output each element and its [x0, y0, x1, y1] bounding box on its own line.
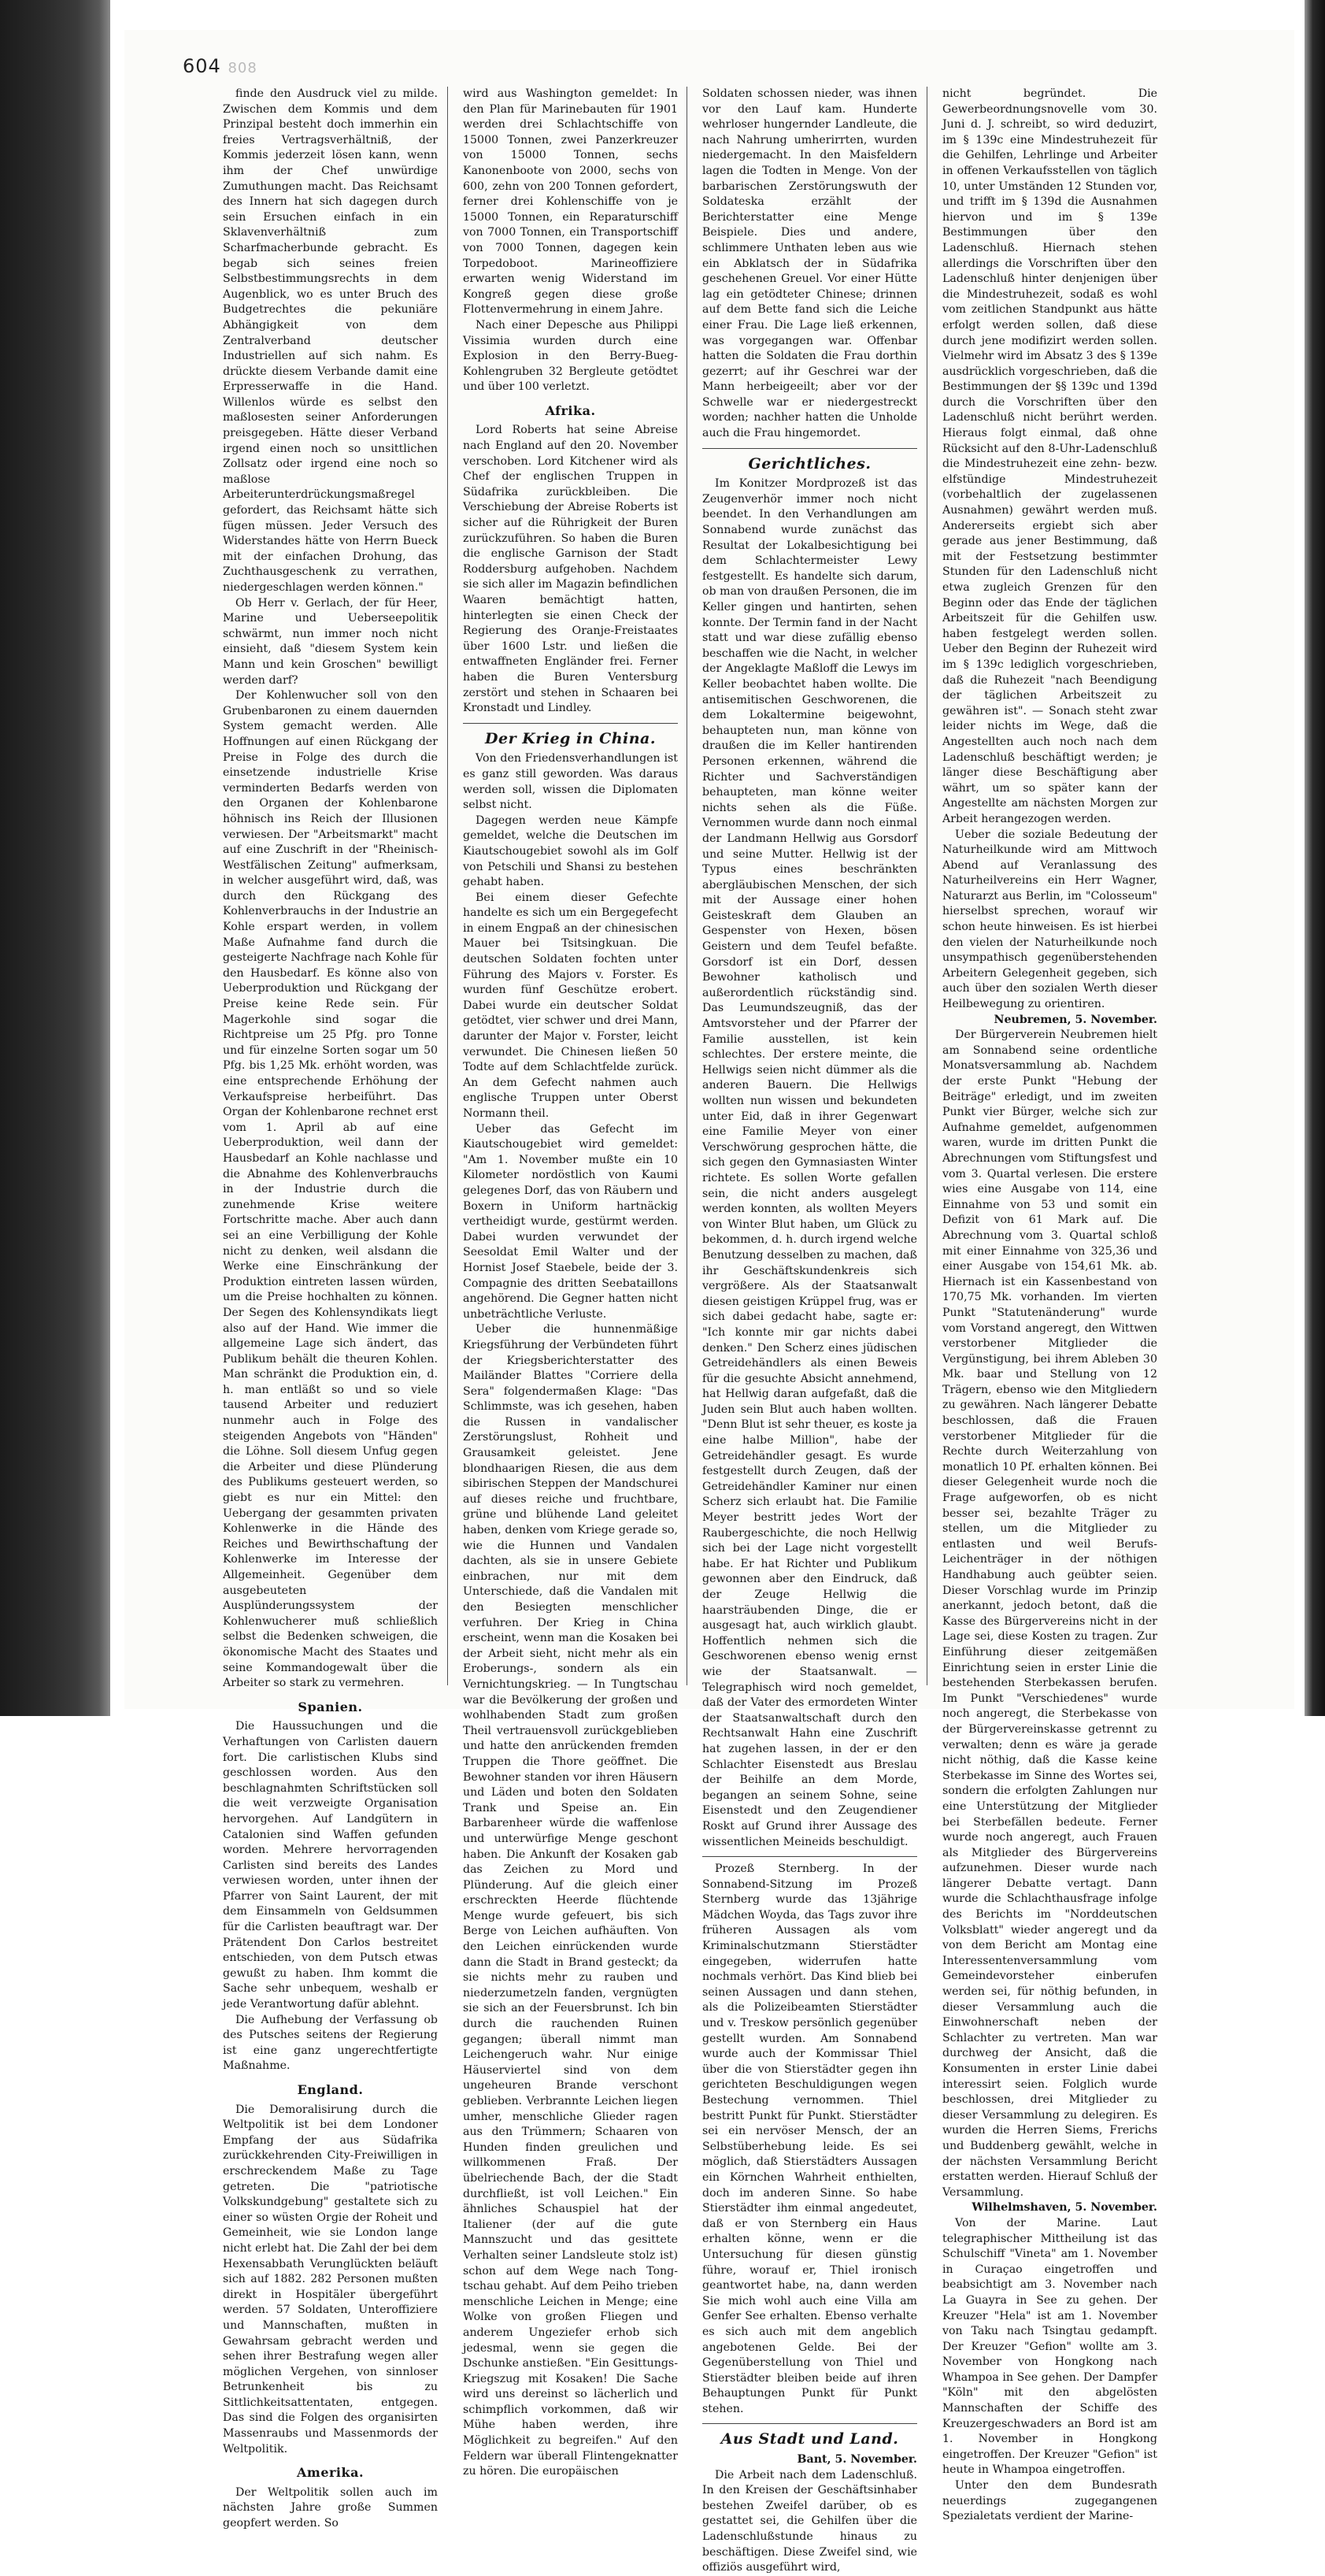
section-rule — [463, 723, 678, 724]
article-paragraph: Die Haussuchungen und die Verhaftungen von Carlisten dauern fort. Die carlistischen Klubs sind geschlossen worden. Aus den beschlagnahmten Schriftstücken soll die weit verzweigte Organisation hervorgehen. Auf Landgütern in Catalonien sind Waffen gefunden worden. Mehrere hervorragenden Carlisten sind bereits des Landes verwiesen worden, unter ihnen der Pfarrer von Saint Laurent, der mit dem Einsammeln von Geldsummen für die Carlisten beauftragt war. Der Prätendent Don Carlos bestreitet entschieden, von dem Putsch etwas gewußt zu haben. Ihm kommt die Sache sehr unbequem, weshalb er jede Verantwortung dafür ablehnt. — [223, 1720, 438, 2011]
section-heading: Spanien. — [298, 1699, 363, 1714]
dateline: Wilhelmshaven, 5. November. — [972, 2201, 1157, 2215]
article-paragraph: Prozeß Sternberg. In der Sonnabend-Sitzung im Prozeß Sternberg wurde das 13jährige Mädchen Woyda, das Tags zuvor ihre früheren Aussagen als vom Kriminalschutzmann Stierstädter eingegeben, widerrufen hatte nochmals verhört. Das Kind blieb bei seinen Aussagen und dann stehen, als die Polizeibeamten Stierstädter und v. Treskow persönlich gegenüber gestellt wurden. Am Sonnabend wurde auch der Kommissar Thiel über die von Stierstädter gegen ihn gerichteten Beschuldigungen wegen Bestechung vernommen. Thiel bestritt Punkt für Punkt. Stierstädter sei ein nervöser Mensch, der an Selbstüberhebung leide. Es sei möglich, daß Stierstädters Aussagen ein Körnchen Wahrheit enthielten, doch im anderen Sinne. So habe Stierstädter ihm einmal angedeutet, daß er von Sternberg ein Haus erhalten könne, wenn er die Untersuchung für diesen günstig führe, worauf er, Thiel ironisch geantwortet habe, na, dann werden Sie mich wohl auch eine Villa am Genfer See erhalten. Ebenso verhalte es sich auch mit dem angeblich angebotenen Gelde. Bei der Gegenüberstellung von Thiel und Stierstädter bleiben beide auf ihren Behauptungen Punkt für Punkt stehen. — [702, 1863, 917, 2415]
article-paragraph: Unter den dem Bundesrath neuerdings zugegangenen Spezialetats verdient der Marine- — [942, 2479, 1157, 2523]
article-paragraph: Von den Friedensverhandlungen ist es ganz still geworden. Was daraus werden soll, wissen die Diplomaten selbst nicht. — [463, 752, 678, 812]
column-1 — [223, 87, 438, 2530]
column-divider — [447, 87, 448, 1685]
page-edge — [1305, 0, 1325, 1716]
article-paragraph: finde den Ausdruck viel zu milde. Zwischen dem Kommis und dem Prinzipal besteht doch immerhin ein freies Vertragsverhältniß, der Kommis jederzeit lösen kann, wenn ihm der Chef unwürdige Zumuthungen macht. Das Reichsamt des Innern hat sich dagegen durch sein Ersuchen einfach in ein Sklavenverhältniß zum Scharfmacherbunde gebracht. Es begab sich seines freien Selbstbestimmungsrechts in dem Augenblick, wo es unter Bruch des Budgetrechtes die pekuniäre Abhängigkeit von dem Zentralverband deutscher Industriellen auf sich nahm. Es drückte diesem Verbande damit eine Erpresserwaffe in die Hand. Willenlos würde es selbst den maßlosesten seiner Anforderungen preisgegeben. Hätte dieser Verband irgend einen noch so unsittlichen Zollsatz oder irgend eine noch so maßlose Arbeiterunterdrückungsmaßregel gefordert, das Reichsamt hätte sich fügen müssen. Jeder Versuch des Widerstandes hätte von Herrn Bueck mit der einfachen Drohung, das Zuchthausgeschenk zu verrathen, niedergeschlagen werden können." — [223, 87, 438, 594]
dateline: Bant, 5. November. — [797, 2453, 917, 2467]
column-2 — [463, 87, 678, 2478]
article-paragraph: Bei einem dieser Gefechte handelte es sich um ein Bergegefecht in einem Engpaß an der chinesischen Mauer bei Tsitsingkuan. Die deutschen Soldaten fochten unter Führung des Majors v. Forster. Es wurden fünf Geschütze erobert. Dabei wurde ein deutscher Soldat getödtet, vier schwer und drei Mann, darunter der Major v. Forster, leicht verwundet. Die Chinesen ließen 50 Todte auf dem Schlachtfelde zurück. An dem Gefecht nahmen auch englische Truppen unter Oberst Normann theil. — [463, 891, 678, 1120]
article-paragraph: Ueber das Gefecht im Kiautschougebiet wird gemeldet: "Am 1. November mußte ein 10 Kilometer nordöstlich von Kaumi gelegenes Dorf, das von Räubern und Boxern in Uniform hartnäckig vertheidigt wurde, gestürmt werden. Dabei wurden verwundet der Seesoldat Emil Walter und der Hornist Josef Staebele, beide der 3. Compagnie des dritten Seebataillons angehörend. Die Gegner hatten nicht unbeträchtliche Verluste. — [463, 1122, 678, 1321]
column-4 — [942, 87, 1157, 2523]
section-rule — [702, 448, 917, 449]
section-heading: England. — [297, 2082, 364, 2097]
article-paragraph: Die Demoralisirung durch die Weltpolitik ist bei dem Londoner Empfang der aus Südafrika zurückkehrenden City-Freiwilligen in erschreckendem Maße zu Tage getreten. Die "patriotische Volkskundgebung" gestaltete sich zu einer so wüsten Orgie der Roheit und Gemeinheit, wie sie London lange nicht erlebt hat. Die Zahl der bei dem Hexensabbath Verunglückten beläuft sich auf 1882. 282 Personen mußten direkt in Hospitäler übergeführt werden. 57 Soldaten, Unteroffiziere und Mannschaften, mußten in Gewahrsam gebracht werden und sehen ihrer Bestrafung wegen aller möglichen Vergehen, von sinnloser Betrunkenheit bis zu Sittlichkeitsattentaten, entgegen. Das sind die Folgen des organisirten Massenraubs und Massenmords der Weltpolitik. — [223, 2103, 438, 2456]
section-heading: Aus Stadt und Land. — [720, 2430, 899, 2448]
article-paragraph: Der Bürgerverein Neubremen hielt am Sonnabend seine ordentliche Monatsversammlung ab. Nachdem der erste Punkt "Hebung der Beiträge" erledigt, und im zweiten Punkt vier Bürger, welche sich zur Aufnahme gemeldet, aufgenommen waren, wurde im dritten Punkt die Abrechnungen vom Stiftungsfest und vom 3. Quartal verlesen. Die erstere wies eine Ausgabe von 114, eine Einnahme von 53 und somit ein Defizit von 61 Mark auf. Die Abrechnung vom 3. Quartal schloß mit einer Einnahme von 325,36 und einer Ausgabe von 154,61 Mk. ab. Hiernach ist ein Kassenbestand von 170,75 Mk. vorhanden. Im vierten Punkt "Statutenänderung" wurde vom Vorstand angeregt, den Wittwen verstorbener Mitglieder die Vergünstigung, bei ihrem Ableben 30 Mk. baar und Stellung von 12 Trägern, ebenso wie den Mitgliedern zu gewähren. Nach längerer Debatte beschlossen, daß die Frauen verstorbener Mitglieder für die Rechte durch Weiterzahlung von monatlich 10 Pf. erhalten können. Bei dieser Gelegenheit wurde noch die Frage aufgeworfen, ob es nicht besser sei, bezahlte Träger zu stellen, um die Mitglieder zu entlasten und weil Berufs-Leichenträger in der nöthigen Handhabung auch geübter seien. Dieser Vorschlag wurde im Prinzip anerkannt, jedoch betont, daß die Kasse des Bürgervereins nicht in der Lage sei, diese Kosten zu tragen. Zur Einführung dieser zeitgemäßen Einrichtung seien in erster Linie die bestehenden Sterbekassen berufen. Im Punkt "Verschiedenes" wurde noch angeregt, die Sterbekasse von der Bürgervereinskasse getrennt zu verwalten; denn es wäre ja gerade nicht nöthig, daß die Kasse keine Sterbekasse im Sinne des Wortes sei, sondern die erfolgten Zahlungen nur eine Unterstützung der Mitglieder bei Sterbefällen bedeute. Ferner wurde noch angeregt, auch Frauen als Mitglieder des Bürgervereins aufzunehmen. Dieser wurde nach längerer Debatte vertagt. Dann wurde die Schlachthausfrage infolge des Berichts im "Norddeutschen Volksblatt" wieder angeregt und da von dem Bericht am Montag eine Interessentenversammlung vom Gemeindevorsteher einberufen werden sei, für nöthig befunden, in dieser Versammlung auch die Einwohnerschaft neben der Schlachter zu vertreten. Man war durchweg der Ansicht, daß die Konsumenten in erster Linie dabei interessirt seien. Folglich wurde beschlossen, drei Mitglieder zu dieser Versammlung zu delegiren. Es wurden die Herren Siems, Frerichs und Buddenberg gewählt, welche in der nächsten Versammlung Bericht erstatten werden. Hierauf Schluß der Versammlung. — [942, 1029, 1157, 2199]
article-paragraph: Ueber die hunnenmäßige Kriegsführung der Verbündeten führt der Kriegsberichterstatter des Mailänder Blattes "Corriere della Sera" folgendermaßen Klage: "Das Schlimmste, was ich gesehen, haben die Russen in vandalischer Zerstörungslust, Rohheit und Grausamkeit geleistet. Jene blondhaarigen Riesen, die aus dem sibirischen Steppen der Mandschurei auf dieses reiche und fruchtbare, grüne und blühende Land geleitet haben, denken vom Kriege gerade so, wie die Hunnen und Vandalen dachten, als sie in unsere Gebiete einbrachen, nur mit dem Unterschiede, daß die Vandalen mit den Besiegten menschlicher verfuhren. Der Krieg in China erscheint, wenn man die Kosaken bei der Arbeit sieht, nicht mehr als ein Eroberungs-, sondern als ein Vernichtungskrieg. — In Tungtschau war die Bevölkerung der großen und wohlhabenden Stadt zum großen Theil vertrauensvoll zurückgeblieben und hatte den anrückenden fremden Truppen die Thore geöffnet. Die Bewohner standen vor ihren Häusern und Läden und boten den Soldaten Trank und Speise an. Ein Barbarenheer würde die waffenlose und unterwürfige Menge geschont haben. Die Ankunft der Kosaken gab das Zeichen zu Mord und Plünderung. Auf die gleich einer erschreckten Heerde flüchtende Menge wurde gefeuert, bis sich Berge von Leichen aufhäuften. Von den Leichen einrückenden wurde dann die Stadt in Brand gesteckt; da sie nichts mehr zu rauben und niederzumetzeln fanden, vergnügten sie sich an der Feuersbrunst. Ich bin durch die rauchenden Ruinen gegangen; überall nimmt man Leichengeruch wahr. Nur einige Häuserviertel sind von dem ungeheuren Brande verschont geblieben. Verbrannte Leichen liegen umher, menschliche Glieder ragen aus den Trümmern; Schaaren von Hunden finden greulichen und willkommenen Fraß. Der übelriechende Bach, der die Stadt durchfließt, ist voll Leichen." Ein ähnliches Schauspiel hat der Italiener (der auf die gute Mannszucht und das gesittete Verhalten seiner Landsleute stolz ist) schon auf dem Wege nach Tong-tschau gehabt. Auf dem Peiho trieben menschliche Leichen in Menge; eine Wolke von großen Fliegen und anderem Ungeziefer erhob sich jedesmal, wenn sie gegen die Dschunke anstießen. "Ein Gesittungs-Kriegszug mit Kosaken! Die Sache wird uns dereinst so lächerlich und schimpflich vorkommen, daß wir Mühe haben werden, ihre Möglichkeit zu begreifen." Auf den Feldern war überall Flintengeknatter zu hören. Die europäischen — [463, 1323, 678, 2478]
section-rule — [702, 1856, 917, 1857]
section-heading: Der Krieg in China. — [485, 729, 656, 747]
article-paragraph: wird aus Washington gemeldet: In den Plan für Marinebauten für 1901 werden drei Schlachtschiffe von 15000 Tonnen, zwei Panzerkreuzer von 15000 Tonnen, sechs Kanonenboote von 2000, sechs von 600, zehn von 200 Tonnen gefordert, ferner drei Kohlenschiffe von je 15000 Tonnen, ein Reparaturschiff von 7000 Tonnen, ein Transportschiff von 7000 Tonnen, dagegen kein Torpedoboot. Marineoffiziere erwarten wenig Widerstand im Kongreß gegen diese große Flottenvermehrung in einem Jahre. — [463, 87, 678, 317]
dateline: Neubremen, 5. November. — [994, 1013, 1157, 1026]
article-paragraph: Nach einer Depesche aus Philippi Vissimia wurden durch eine Explosion in den Berry-Bueg-Kohlengruben 32 Bergleute getödtet und über 100 verletzt. — [463, 318, 678, 394]
article-paragraph: Von der Marine. Laut telegraphischer Mittheilung ist das Schulschiff "Vineta" am 1. November in Curaçao eingetroffen und beabsichtigt am 3. November nach La Guayra in See zu gehen. Der Kreuzer "Hela" ist am 1. November von Taku nach Tsingtau gedampft. Der Kreuzer "Gefion" wollte am 3. November von Hongkong nach Whampoa in See gehen. Der Dampfer "Köln" mit den abgelösten Mannschaften der Schiffe des Kreuzergeschwaders an Bord ist am 1. November in Hongkong eingetroffen. Der Kreuzer "Gefion" ist heute in Whampoa eingetroffen. — [942, 2216, 1157, 2477]
page-number-faint: 808 — [228, 60, 257, 76]
section-heading: Gerichtliches. — [748, 454, 872, 473]
article-paragraph: Die Aufhebung der Verfassung ob des Putsches seitens der Regierung ist eine ganz ungerechtfertigte Maßnahme. — [223, 2013, 438, 2073]
section-rule — [702, 2423, 917, 2424]
article-paragraph: Der Kohlenwucher soll von den Grubenbaronen zu einem dauernden System gemacht werden. Alle Hoffnungen auf einen Rückgang der Preise in Folge des durch die einsetzende industrielle Krise verminderten Bedarfs werden von den Organen der Kohlenbarone höhnisch ins Reich der Illusionen verwiesen. Der "Arbeitsmarkt" macht auf eine Zuschrift in der "Rheinisch-Westfälischen Zeitung" aufmerksam, in welcher ausgeführt wird, daß, was durch den Rückgang des Kohlenverbrauchs in der Industrie an Kohle erspart werden, in vollem Maße Aufnahme fand durch die gesteigerte Nachfrage nach Kohle für den Hausbedarf. Es könne also von Ueberproduktion und Rückgang der Preise keine Rede sein. Für Magerkohle sind sogar die Richtpreise um 25 Pfg. pro Tonne und für einzelne Sorten sogar um 50 Pfg. bis 1,25 Mk. erhöht worden, was eine entsprechende Erhöhung der Verkaufspreise herbeiführt. Das Organ der Kohlenbarone rechnet erst vom 1. April ab auf eine Ueberproduktion, weil dann der Hausbedarf an Kohle nachlasse und die Abnahme des Kohlenverbrauchs in der Industrie durch die zunehmende Krise weitere Fortschritte mache. Aber auch dann sei an eine Verbilligung der Kohle nicht zu denken, weil alsdann die Werke eine Einschränkung der Produktion eintreten lassen würden, um die Preise hochhalten zu können. Der Segen des Kohlensyndikats liegt also auf der Hand. Wie immer die allgemeine Lage sich ändert, das Publikum behält die theuren Kohlen. Man schränkt die Produktion ein, d. h. man entläßt so und so viele tausend Arbeiter und reduziert nunmehr auch in Folge des steigenden Angebots von "Händen" die Löhne. Soll diesem Unfug gegen die Arbeiter und diese Plünderung des Publikums gesteuert werden, so giebt es nur ein Mittel: den Uebergang der gesammten privaten Kohlenwerke in die Hände des Reiches und Bewirthschaftung der Kohlenwerke im Interesse der Allgemeinheit. Gegenüber dem ausgebeuteten Ausplünderungssystem der Kohlenwucherer muß schließlich selbst die Bedenken schweigen, die ökonomische Macht des Staates und seine Kommandogewalt über die Arbeiter so stark zu vermehren. — [223, 689, 438, 1690]
article-paragraph: nicht begründet. Die Gewerbeordnungsnovelle vom 30. Juni d. J. schreibt, so wird deduzirt, im § 139c eine Mindestruhezeit für die Gehilfen, Lehrlinge und Arbeiter in offenen Verkaufsstellen von täglich 10, unter Umständen 12 Stunden vor, und trifft im § 139d die Ausnahmen hiervon und im § 139e Bestimmungen über den Ladenschluß. Hiernach stehen allerdings die Vorschriften über den Ladenschluß hinter denjenigen über die Mindestruhezeit, sodaß es wohl vom zeitlichen Standpunkt aus hätte erfolgt werden sollen, daß diese durch jene modifizirt werden sollen. Vielmehr wird im Absatz 3 des § 139e ausdrücklich vorgeschrieben, daß die Bestimmungen der §§ 139c und 139d durch die Vorschriften über den Ladenschluß nicht berührt werden. Hieraus folgt einmal, daß ohne Rücksicht auf den 8-Uhr-Ladenschluß die Mindestruhezeit eine zehn- bezw. elfstündige Mindestruhezeit (vorbehaltlich der zugelassenen Ausnahmen) gewährt werden muß. Andererseits ergiebt sich aber gerade aus jener Bestimmung, daß mit der Festsetzung bestimmter Stunden für den Ladenschluß nicht etwa zugleich Grenzen für den Beginn oder das Ende der täglichen Arbeitszeit für die Gehilfen usw. haben festgelegt werden sollen. Ueber den Beginn der Ruhezeit wird im § 139c lediglich vorgeschrieben, daß die Ruhezeit "nach Beendigung der täglichen Arbeitszeit zu gewähren ist". — Sonach steht zwar leider nichts im Wege, daß die Angestellten auch noch nach dem Ladenschluß beschäftigt werden; je länger diese Beschäftigung aber währt, um so später kann der Angestellte am nächsten Morgen zur Arbeit herangezogen werden. — [942, 87, 1157, 825]
article-paragraph: Soldaten schossen nieder, was ihnen vor den Lauf kam. Hunderte wehrloser hungernder Landleute, die nach Nahrung umherirrten, wurden niedergemacht. In den Maisfeldern lagen die Todten in Menge. Von der barbarischen Zerstörungswuth der Soldateska erzählt der Berichterstatter eine Menge Beispiele. Dies und andere, schlimmere Unthaten leben aus wie ein Abklatsch der in Südafrika geschehenen Greuel. Vor einer Hütte lag ein getödteter Chinese; drinnen auf dem Bette fand sich die Leiche einer Frau. Die Lage ließ erkennen, was vorgegangen war. Offenbar hatten die Soldaten die Frau dorthin gezerrt; auf ihr Geschrei war der Mann herbeigeeilt; aber vor der Schwelle war er niedergestreckt worden; nachher hatten die Unholde auch die Frau hingemordet. — [702, 87, 917, 440]
article-paragraph: Ob Herr v. Gerlach, der für Heer, Marine und Ueberseepolitik schwärmt, nun immer noch nicht einsieht, daß "diesem System kein Mann und kein Groschen" bewilligt werden darf? — [223, 596, 438, 687]
article-paragraph: Die Arbeit nach dem Ladenschluß. In den Kreisen der Geschäftsinhaber bestehen Zweifel darüber, ob es gestattet sei, die Gehilfen über die Ladenschlußstunde hinaus zu beschäftigen. Diese Zweifel sind, wie offiziös ausgeführt wird, — [702, 2468, 917, 2574]
article-paragraph: Ueber die soziale Bedeutung der Naturheilkunde wird am Mittwoch Abend auf Veranlassung des Naturheilvereins ein Herr Wagner, Naturarzt aus Berlin, im "Colosseum" hierselbst sprechen, worauf wir schon heute hinweisen. Es ist hierbei den vielen der Naturheilkunde noch unsympathisch gegenüberstehenden Arbeitern Gelegenheit gegeben, sich auch über den sozialen Werth dieser Heilbewegung zu orientiren. — [942, 828, 1157, 1011]
book-spine — [0, 0, 110, 1716]
article-paragraph: Im Konitzer Mordprozeß ist das Zeugenverhör immer noch nicht beendet. In den Verhandlungen am Sonnabend wurde zunächst das Resultat der Lokalbesichtigung bei dem Schlachtermeister Lewy festgestellt. Es handelte sich darum, ob man von draußen Personen, die im Keller gingen und hantirten, sehen konnte. Der Termin fand in der Nacht statt und war diese zufällig ebenso beschaffen wie die Nacht, in welcher der Angeklagte Maßloff die Lewys im Keller beobachtet haben wollte. Die antisemitischen Geschworenen, die dem Lokaltermine beigewohnt, behaupteten nun, man könne von draußen die im Keller hantirenden Personen erkennen, während die Richter und Sachverständigen behaupteten, man könne weiter nichts sehen als die Füße. Vernommen wurde dann noch einmal der Landmann Hellwig aus Gorsdorf und seine Mutter. Hellwig ist der Typus eines beschränkten abergläubischen Menschen, der sich mit der Aussage einer hohen Geisteskraft dem Glauben an Gespenster von Hexen, bösen Geistern und dem Teufel befaßte. Gorsdorf ist ein Dorf, dessen Bewohner katholisch und außerordentlich rückständig sind. Das Leumundszeugniß, das der Amtsvorsteher und der Pfarrer der Familie ausstellen, ist kein schlechtes. Der erstere meinte, die Hellwigs seien nicht dümmer als die anderen Bauern. Die Hellwigs wollten nun wissen und bekundeten unter Eid, daß in ihrer Gegenwart eine Familie Meyer von einer Verschwörung gesprochen hätte, die sich gegen den Gymnasiasten Winter richtete. Es sollen Worte gefallen sein, die nicht anders ausgelegt werden konnten, als wollten Meyers von Winter Blut haben, um Glück zu bekommen, d. h. durch irgend welche Benutzung desselben zu machen, daß ihr Geschäftskundenkreis sich vergrößere. Als der Staatsanwalt diesen geistigen Krüppel frug, was er sich dabei gedacht habe, sagte er: "Ich konnte mir gar nichts dabei denken." Den Scherz eines jüdischen Getreidehändlers als einen Beweis für die gesuchte Absicht annehmend, hat Hellwig daran aufgefaßt, daß die Juden sein Blut auch haben wollten. "Denn Blut ist sehr theuer, es koste ja eine halbe Million", habe der Getreidehändler gesagt. Es wurde festgestellt durch Zeugen, daß der Getreidehändler Kaminer nur einen Scherz sich erlaubt hat. Die Familie Meyer bestritt jedes Wort der Raubergeschichte, die noch Hellwig sich bei der Lage nicht vorgestellt habe. Er hat Richter und Publikum gewonnen aber den Eindruck, daß der Zeuge Hellwig die haarsträubenden Dinge, die er ausgesagt hat, auch wirklich glaubt. Hoffentlich nehmen sich die Geschworenen ebenso wenig ernst wie der Staatsanwalt. — Telegraphisch wird noch gemeldet, daß der Vater des ermordeten Winter der Staatsanwaltschaft durch den Rechtsanwalt Hahn eine Zuschrift hat zugehen lassen, in der er den Schlachter Eisenstedt aus Breslau der Beihilfe an dem Morde, begangen an seinem Sohne, seine Eisenstedt und den Zeugendiener Roskt auf Grund ihrer Aussage des wissentlichen Meineids beschuldigt. — [702, 477, 918, 1848]
page-number-value: 604 — [183, 55, 221, 77]
article-paragraph: Der Weltpolitik sollen auch im nächsten Jahre große Summen geopfert werden. So — [223, 2485, 438, 2530]
article-paragraph: Dagegen werden neue Kämpfe gemeldet, welche die Deutschen im Kiautschougebiet sowohl als im Golf von Petschili und Shansi zu bestehen gehabt haben. — [463, 814, 678, 889]
section-heading: Afrika. — [545, 402, 596, 418]
column-3 — [702, 87, 918, 2574]
article-paragraph: Lord Roberts hat seine Abreise nach England auf den 20. November verschoben. Lord Kitchener wird als Chef der englischen Truppen in Südafrika zurückbleiben. Die Verschiebung der Abreise Roberts ist sicher auf die Rührigkeit der Buren zurückzuführen. So haben die Buren die englische Garnison der Stadt Roddersburg aufgehoben. Nachdem sie sich aller im Magazin befindlichen Waaren bemächtigt hatten, hinterlegten sie einen Check der Regierung des Oranje-Freistaates über 1600 Lstr. und ließen die entwaffneten Engländer frei. Ferner haben die Buren Ventersburg zerstört und stehen in Schaaren bei Kronstadt und Lindley. — [463, 424, 678, 715]
section-heading: Amerika. — [296, 2465, 365, 2481]
page-number — [183, 55, 257, 77]
